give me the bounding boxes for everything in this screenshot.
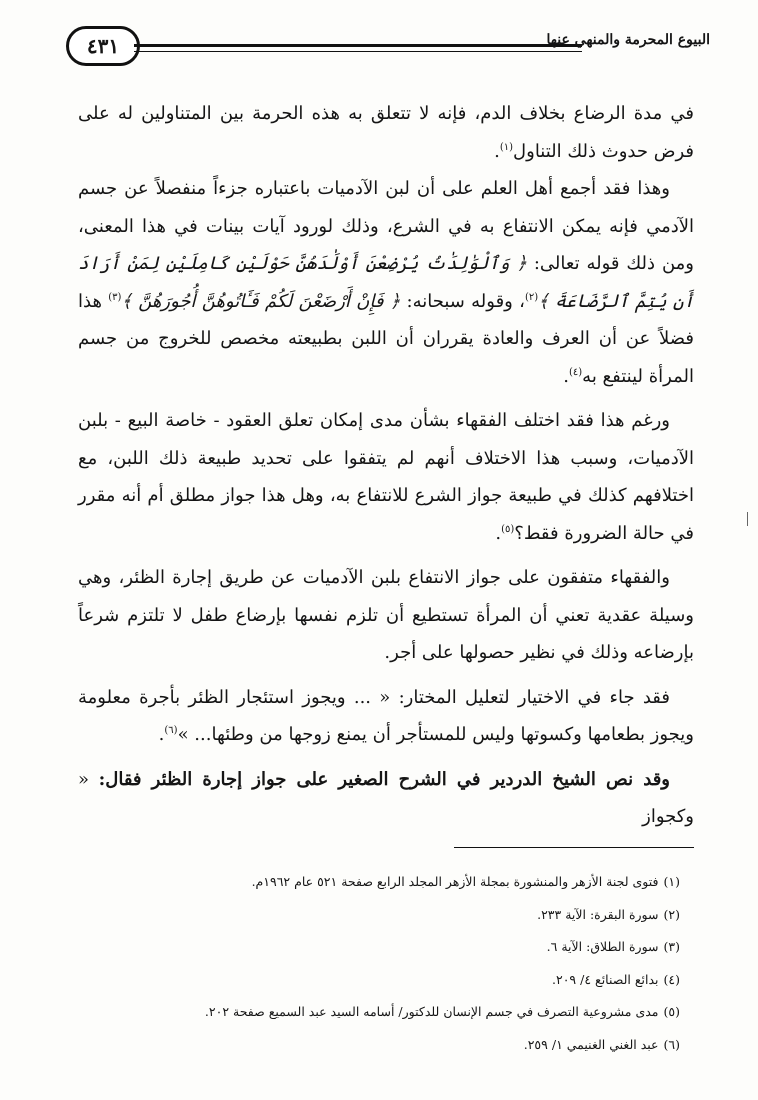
text-run: . [494, 140, 500, 162]
paragraph-3 [78, 402, 694, 552]
text-run: وهذا فقد أجمع أهل العلم على أن لبن الآدميات باعتباره جزءاً منفصلاً عن جسم الآدمي فإنه يمكن الانتفاع به في الشرع، وذلك لورود آيات بينات في هذا المعنى، ومن ذلك قوله تعالى: [78, 178, 694, 274]
footnote-item [60, 931, 680, 964]
margin-mark [747, 512, 748, 526]
text-run: . [495, 522, 502, 544]
paragraph-6 [78, 761, 694, 836]
footnote-item [60, 996, 680, 1029]
text-run: ورغم هذا فقد اختلف الفقهاء بشأن مدى إمكان تعلق العقود - خاصة البيع - بلبن الآدميات، وسبب هذا الاختلاف أنهم لم يتفقوا على تحديد طبيعة ذلك اللبن، مع اختلافهم كذلك في طبيعة جواز الشرع للانتفاع به، وهل هذا جواز مطلق أم أنه مقرر في حالة الضرورة فقط؟ [78, 410, 694, 544]
footnote-item [60, 964, 680, 997]
text-run: والفقهاء متفقون على جواز الانتفاع بلبن الآدميات عن طريق إجارة الظئر، وهي وسيلة عقدية تعني أن المرأة تستطيع أن تلزم نفسها بإرضاع طفل لا تلتزم شرعاً بإرضاعه وذلك في نظير حصولها على أجر. [78, 567, 694, 663]
footnote-separator [454, 847, 694, 848]
page-header [66, 24, 710, 80]
body-text [78, 95, 694, 836]
footnote-number: (٢) [663, 906, 680, 922]
text-run: « وكجواز [78, 768, 694, 827]
page-number: ٤٣١ [66, 26, 140, 66]
paragraph-1 [78, 95, 694, 170]
footnote-number: (٦) [663, 1036, 680, 1052]
footnote-text: فتوى لجنة الأزهر والمنشورة بمجلة الأزهر المجلد الرابع صفحة ٥٢١ عام ١٩٦٢م. [251, 874, 659, 889]
text-run: ، وقوله سبحانه: [400, 290, 525, 312]
text-run: وقد نص الشيخ الدردير في الشرح الصغير على جواز إجارة الظئر فقال: [98, 768, 670, 790]
text-run: هذا فضلاً عن أن العرف والعادة يقرران أن اللبن بطبيعته مخصص للخروج من جسم المرأة لينتفع به [78, 290, 694, 387]
footnote-number: (٤) [663, 971, 680, 987]
footnote-ref: (١) [499, 141, 514, 153]
footnote-number: (٣) [663, 939, 680, 954]
footnote-text: سورة البقرة: الآية ٢٣٣. [537, 906, 659, 922]
paragraph-4 [78, 559, 694, 672]
footnote-text: عبد الغني الغنيمي ١/ ٢٥٩. [523, 1036, 659, 1052]
text-run: . [158, 724, 165, 745]
header-rule-thin [134, 51, 582, 52]
footnote-ref: (٦) [164, 725, 178, 736]
paragraph-2 [78, 170, 694, 395]
footnote-ref: (٣) [108, 291, 122, 303]
running-title: البيوع المحرمة والمنهي عنها [546, 32, 710, 48]
header-rule-thick [134, 44, 582, 47]
footnote-text: مدى مشروعية التصرف في جسم الإنسان للدكتور/ أسامه السيد عبد السميع صفحة ٢٠٢. [204, 1004, 659, 1019]
quran-verse: ﴿ فَإِنْ أَرْضَعْنَ لَكُمْ فَـَٔاتُوهُنَّ أُجُورَهُنَّ ﴾ [121, 290, 401, 312]
footnote-ref: (٤) [568, 366, 583, 378]
footnotes [60, 866, 680, 1061]
footnote-text: بدائع الصنائع ٤/ ٢٠٩. [552, 971, 659, 987]
footnote-number: (٥) [663, 1004, 680, 1019]
footnote-item [60, 1029, 680, 1062]
quran-verse: ﴿ وَٱلْوَٰلِدَٰتُ يُرْضِعْنَ أَوْلَٰدَهُنَّ حَوْلَيْنِ كَامِلَيْنِ لِمَنْ أَرَادَ أَن يُتِمَّ ٱلرَّضَاعَةَ ﴾ [78, 253, 695, 312]
text-run: فقد جاء في الاختيار لتعليل المختار: « ... ويجوز استئجار الظئر بأجرة معلومة ويجوز بطعامها وكسوتها وليس للمستأجر أن يمنع زوجها من وطئها... » [78, 686, 694, 745]
footnote-ref: (٥) [501, 523, 515, 535]
text-run: . [563, 365, 569, 387]
text-run: في مدة الرضاع بخلاف الدم، فإنه لا تتعلق به هذه الحرمة بين المتناولين له على فرض حدوث ذلك التناول [78, 103, 694, 162]
footnote-item [60, 866, 680, 899]
footnote-text: سورة الطلاق: الآية ٦. [546, 939, 659, 954]
footnote-ref: (٢) [524, 291, 539, 303]
footnote-item [60, 899, 680, 932]
footnote-number: (١) [663, 874, 680, 889]
paragraph-5 [78, 679, 694, 754]
